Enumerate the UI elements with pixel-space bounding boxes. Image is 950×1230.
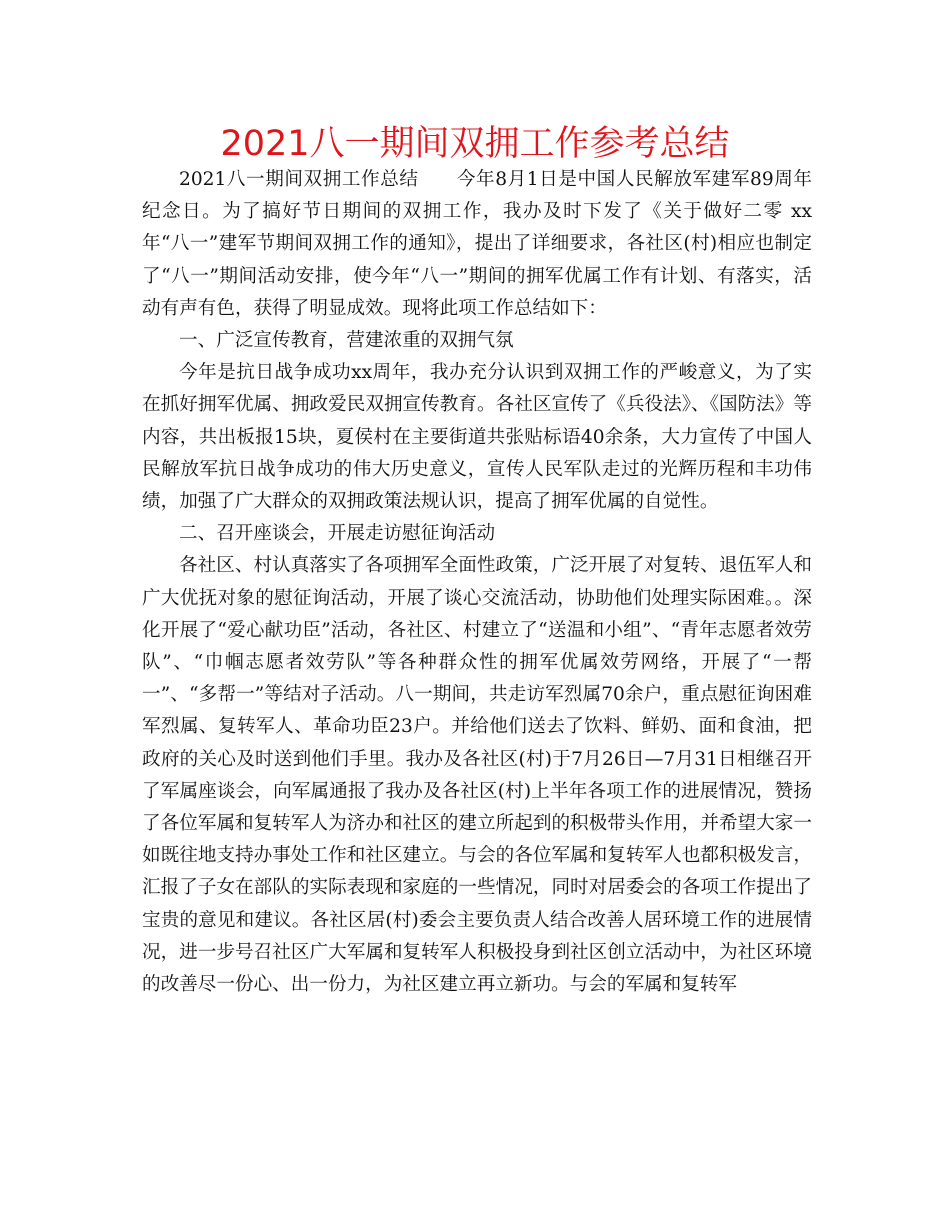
document-body — [142, 164, 812, 1001]
section-heading-2: 二、召开座谈会，开展走访慰征询活动 — [179, 523, 496, 545]
intro-paragraph: 2021八一期间双拥工作总结 今年8月1日是中国人民解放军建军89周年纪念日。为了搞好节日期间的双拥工作，我办及时下发了《关于做好二零 xx 年“八一”建军节期间双拥工作的通知》，提出了详细要求，各社区(村)相应也制定了“八一”期间活动安排，使今年“八一”期间的拥军优属工作有计划、有落实，活动有声有色，获得了明显成效。现将此项工作总结如下： — [142, 169, 812, 319]
section-heading-1: 一、广泛宣传教育，营建浓重的双拥气氛 — [179, 330, 514, 352]
document-title: 2021八一期间双拥工作参考总结 — [220, 124, 730, 164]
section-1-paragraph: 今年是抗日战争成功xx周年，我办充分认识到双拥工作的严峻意义，为了实在抓好拥军优属、拥政爱民双拥宣传教育。各社区宣传了《兵役法》、《国防法》等内容，共出板报15块，夏侯村在主要街道共张贴标语40余条，大力宣传了中国人民解放军抗日战争成功的伟大历史意义，宣传人民军队走过的光辉历程和丰功伟绩，加强了广大群众的双拥政策法规认识，提高了拥军优属的自觉性。 — [142, 362, 812, 513]
section-2-paragraph: 各社区、村认真落实了各项拥军全面性政策，广泛开展了对复转、退伍军人和广大优抚对象的慰征询活动，开展了谈心交流活动，协助他们处理实际困难。。深化开展了“爱心献功臣”活动，各社区、村建立了“送温和小组”、“青年志愿者效劳队”、“巾帼志愿者效劳队”等各种群众性的拥军优属效劳网络，开展了“一帮一”、“多帮一”等结对子活动。八一期间，共走访军烈属70余户，重点慰征询困难军烈属、复转军人、革命功臣23户。并给他们送去了饮料、鲜奶、面和食油，把政府的关心及时送到他们手里。我办及各社区(村)于7月26日—7月31日相继召开了军属座谈会，向军属通报了我办及各社区(村)上半年各项工作的进展情况，赞扬了各位军属和复转军人为济办和社区的建立所起到的积极带头作用，并希望大家一如既往地支持办事处工作和社区建立。与会的各位军属和复转军人也都积极发言，汇报了子女在部队的实际表现和家庭的一些情况，同时对居委会的各项工作提出了宝贵的意见和建议。各社区居(村)委会主要负责人结合改善人居环境工作的进展情况，进一步号召社区广大军属和复转军人积极投身到社区创立活动中，为社区环境的改善尽一份心、出一份力，为社区建立再立新功。与会的军属和复转军 — [142, 555, 812, 996]
